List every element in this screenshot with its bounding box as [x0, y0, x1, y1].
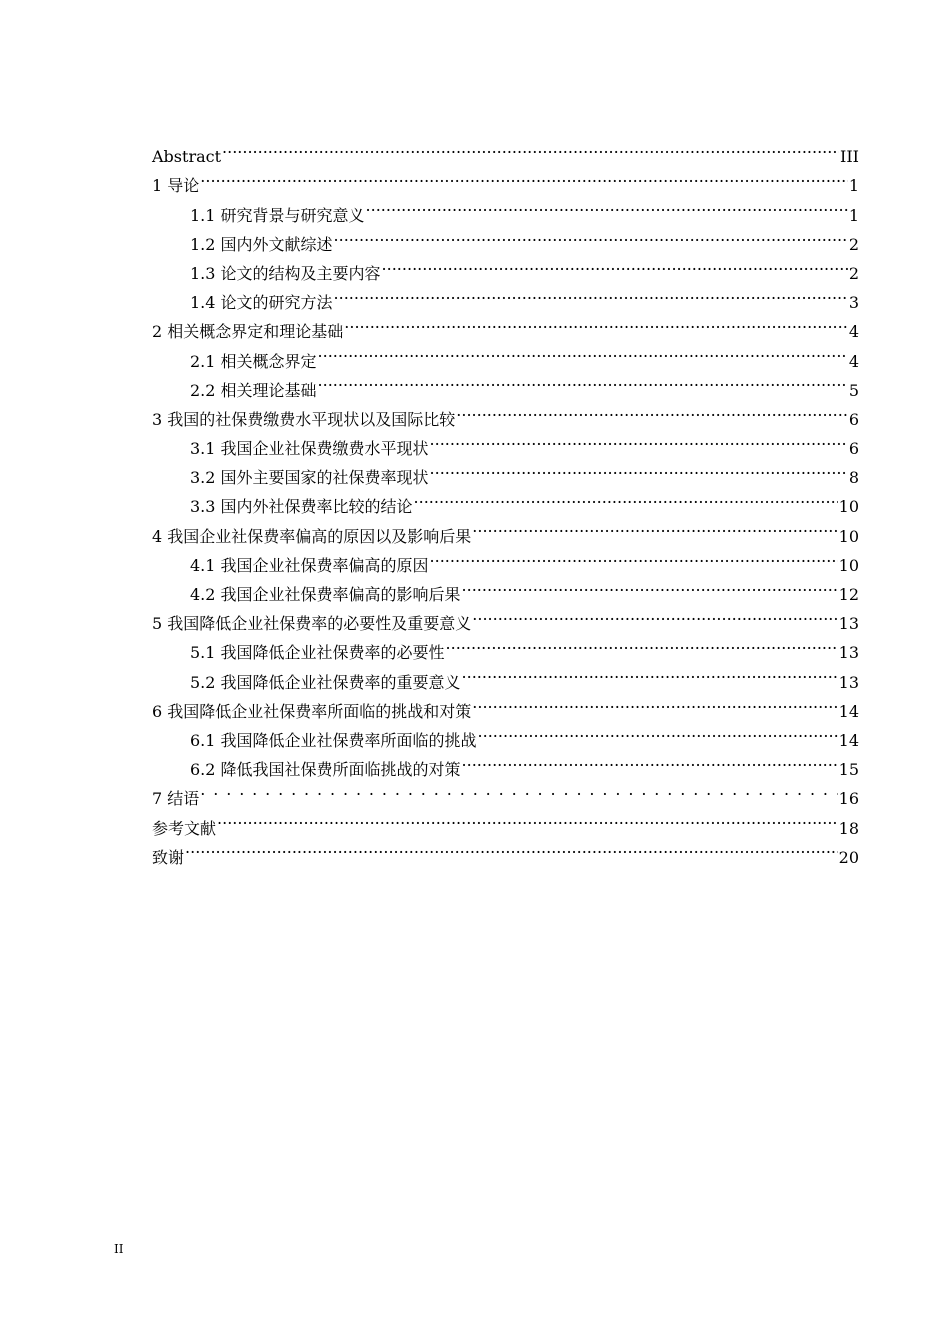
toc-entry-page: 5: [848, 380, 859, 400]
toc-entry-title: 6.1 我国降低企业社保费率所面临的挑战: [190, 730, 477, 750]
toc-entry-title: 2.1 相关概念界定: [190, 351, 317, 371]
toc-entry-title: Abstract: [152, 147, 222, 167]
toc-leader-dots: [446, 629, 838, 658]
toc-leader-dots: [472, 688, 837, 717]
toc-entry-page: 14: [838, 701, 859, 721]
toc-entry-page: 1: [848, 205, 859, 225]
toc-entry-title: 7 结语: [152, 789, 200, 809]
toc-entry-title: 1 导论: [152, 176, 200, 196]
toc-leader-dots: [478, 717, 838, 746]
toc-leader-dots: [462, 571, 838, 600]
toc-entry-title: 2.2 相关理论基础: [190, 380, 317, 400]
toc-entry-title: 3.1 我国企业社保费缴费水平现状: [190, 439, 429, 459]
toc-entry-title: 1.4 论文的研究方法: [190, 293, 333, 313]
toc-entry[interactable]: [152, 162, 859, 196]
toc-entry-page: 2: [848, 234, 859, 254]
toc-entry[interactable]: [152, 191, 859, 225]
toc-entry-title: 4.2 我国企业社保费率偏高的影响后果: [190, 585, 461, 604]
toc-entry-page: 2: [848, 263, 859, 283]
toc-entry-title: 2 相关概念界定和理论基础: [152, 322, 344, 342]
toc-entry-page: 3: [848, 293, 859, 313]
table-of-contents: [152, 133, 859, 867]
toc-entry-page: 10: [838, 526, 859, 546]
toc-entry-page: 18: [838, 818, 859, 838]
toc-leader-dots: [456, 396, 848, 425]
page-number: II: [114, 1242, 124, 1256]
toc-entry-page: 4: [848, 351, 859, 371]
toc-entry-title: 4.1 我国企业社保费率偏高的原因: [190, 555, 429, 575]
toc-entry-page: 15: [838, 760, 859, 780]
toc-leader-dots: [344, 308, 848, 337]
toc-leader-dots: [217, 804, 838, 833]
toc-entry-title: 1.2 国内外文献综述: [190, 234, 333, 254]
toc-entry-title: 6.2 降低我国社保费所面临挑战的对策: [190, 760, 461, 780]
toc-entry[interactable]: [152, 804, 859, 838]
toc-entry-page: 13: [838, 643, 859, 663]
toc-entry-title: 3.2 国外主要国家的社保费率现状: [190, 468, 429, 488]
toc-entry-title: 3 我国的社保费缴费水平现状以及国际比较: [152, 409, 456, 429]
toc-entry-page: 6: [848, 409, 859, 429]
toc-leader-dots: [382, 250, 848, 279]
toc-entry-page: 8: [848, 468, 859, 488]
toc-entry-title: 5 我国降低企业社保费率的必要性及重要意义: [152, 614, 472, 634]
toc-leader-dots: [430, 542, 838, 571]
toc-leader-dots: [462, 746, 838, 775]
toc-leader-dots: [414, 483, 838, 512]
toc-leader-dots: [185, 834, 838, 863]
toc-leader-dots: [318, 337, 848, 366]
toc-entry-title: 1.1 研究背景与研究意义: [190, 205, 365, 225]
toc-leader-dots: [472, 600, 837, 629]
toc-entry-page: III: [840, 147, 859, 167]
toc-leader-dots: [200, 162, 848, 191]
toc-entry-page: 10: [838, 497, 859, 517]
toc-leader-dots: [334, 221, 848, 250]
toc-leader-dots: [462, 658, 838, 687]
toc-entry-page: 16: [838, 789, 859, 809]
toc-entry-page: 1: [848, 176, 859, 196]
toc-entry-title: 3.3 国内外社保费率比较的结论: [190, 497, 413, 517]
toc-entry-title: 6 我国降低企业社保费率所面临的挑战和对策: [152, 701, 472, 721]
toc-entry-page: 6: [848, 439, 859, 459]
toc-entry-title: 致谢: [152, 847, 185, 867]
toc-leader-dots: [430, 425, 848, 454]
toc-entry[interactable]: [152, 775, 859, 809]
toc-entry[interactable]: [152, 133, 859, 167]
toc-entry-page: 4: [848, 322, 859, 342]
toc-leader-dots: [334, 279, 848, 308]
toc-entry-title: 参考文献: [152, 818, 217, 838]
toc-entry-page: 14: [838, 730, 859, 750]
toc-leader-dots: [430, 454, 848, 483]
toc-entry-title: 1.3 论文的结构及主要内容: [190, 263, 381, 283]
toc-leader-dots: [222, 133, 839, 162]
toc-entry-page: 13: [838, 614, 859, 634]
toc-entry-title: 4 我国企业社保费率偏高的原因以及影响后果: [152, 526, 472, 546]
toc-leader-dots: [366, 191, 848, 220]
toc-leader-dots: [318, 367, 848, 396]
toc-entry-page: 12: [838, 585, 859, 604]
toc-entry-page: 13: [838, 672, 859, 692]
toc-entry[interactable]: [152, 834, 859, 867]
toc-entry-page: 10: [838, 555, 859, 575]
toc-entry-page: 20: [838, 847, 859, 867]
toc-entry-title: 5.2 我国降低企业社保费率的重要意义: [190, 672, 461, 692]
toc-leader-dots: [472, 512, 837, 541]
toc-entry-title: 5.1 我国降低企业社保费率的必要性: [190, 643, 445, 663]
toc-leader-dots: [200, 775, 837, 804]
